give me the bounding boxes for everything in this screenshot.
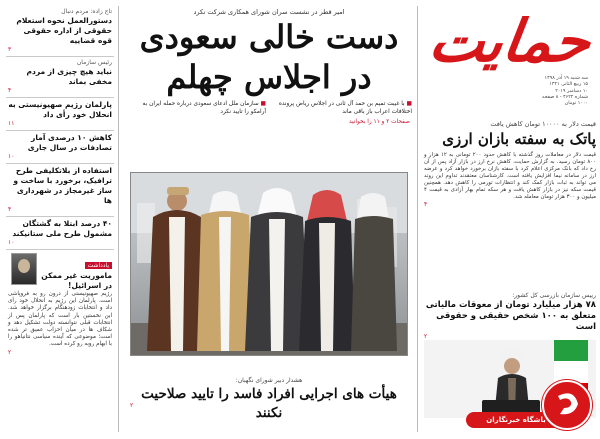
page-number: ۲ — [130, 402, 134, 409]
sub-headline-text: با غیبت تمیم بن حمد آل ثانی در اجلاس ریاض پرونده اختلافات اعراب باز باقی ماند — [278, 101, 412, 115]
issue-date: سه شنبه ۱۹ آذر ۱۳۹۸ — [544, 76, 588, 81]
bottom-headline: هیأت های اجرایی افراد فاسد را تایید صلاحیت نکنند — [141, 386, 397, 421]
author-photo — [11, 253, 37, 285]
main-story — [124, 6, 414, 434]
issue-date-hijri: ۱۵ ربیع الثانی ۱۴۴۱ — [549, 82, 588, 88]
sub-headline-text: سازمان ملل ادعای سعودی درباره حمله ایران به آرامکو را تایید نکرد — [142, 101, 266, 115]
main-headline-line: در اجلاس چهلم — [166, 58, 372, 96]
sub-headlines — [124, 101, 414, 116]
bottom-story[interactable] — [130, 376, 408, 423]
page-number: ۲ — [424, 333, 428, 340]
page-number: ۱۰ — [8, 239, 15, 246]
currency-story[interactable] — [424, 120, 596, 208]
story-kicker: قیمت دلار به ۱۰۰۰۰ تومان کاهش یافت — [490, 120, 596, 128]
page-number: ۱۱ — [8, 120, 15, 127]
watermark-emblem-icon — [542, 380, 592, 430]
page-number: ۳ — [8, 46, 12, 53]
summit-photo-illustration — [130, 173, 407, 356]
watermark-logo — [448, 378, 596, 436]
sub-headline-left: ■ سازمان ملل ادعای سعودی درباره حمله ایران به آرامکو را تایید نکرد — [142, 101, 266, 115]
news-headline: پارلمان رژیم صهیونیستی به انحلال خود رأی داد — [8, 100, 112, 119]
news-headline: استفاده از بلاتکلیفی طرح ترافیک، برخورد با ساخت و ساز غیرمجاز در شهرداری ها — [13, 166, 112, 205]
page-reference: صفحات ۲ و ۱۱ را بخوانید — [349, 119, 410, 125]
page-number: ۱۰ — [8, 153, 15, 160]
issue-date-gregorian: ۱۰ دسامبر ۲۰۱۹ — [555, 88, 588, 94]
news-headline: کاهش ۱۰ درصدی آمار تصادفات در سال جاری — [27, 133, 112, 152]
issue-meta — [508, 76, 588, 107]
section-tag: یادداشت — [85, 262, 112, 269]
main-headline[interactable] — [124, 17, 414, 97]
bottom-kicker: هشدار دبیر شورای نگهبان: — [235, 377, 303, 384]
watermark-text: باشگاه خبرنگاران — [466, 412, 566, 428]
summit-photo — [130, 172, 408, 356]
feature-body: رژیم صهیونیستی از درون رو به فروپاشی است. پارلمان این رژیم به انحلال خود رأی داد و انتخابات زودهنگام برگزار خواهد شد. این نخستین بار است که پارلمان پس از انتخابات قبلی نتوانسته دولت تشکیل دهد و شکاف ها در میان احزاب عمیق تر شده است؛ موضوعی که آینده سیاسی نتانیاهو را با ابهام روبه رو کرده است. — [8, 291, 112, 348]
left-feature-article[interactable] — [6, 250, 114, 359]
news-kicker: تاج زاده: مردم دنبال — [61, 8, 112, 15]
page-number: ۴ — [424, 201, 428, 208]
page-number: ۲ — [8, 348, 12, 356]
page-number: ۴ — [8, 87, 12, 94]
column-divider — [118, 6, 119, 432]
issue-number: شماره ۴۶۲۲ - ۸ صفحه — [542, 94, 588, 100]
watermark-emblem-shape — [544, 382, 590, 428]
left-news-item[interactable] — [6, 98, 114, 131]
left-news-item[interactable] — [6, 6, 114, 57]
left-news-item[interactable] — [6, 131, 114, 164]
left-news-item[interactable] — [6, 57, 114, 98]
left-news-item[interactable] — [6, 217, 114, 250]
news-headline: ۴۰ درصد ابتلا به گشتگان مشمول طرح ملی ستانیکند — [12, 219, 112, 238]
news-kicker: رئیس سازمان — [76, 59, 112, 66]
main-kicker: امیر قطر در نشست سران شورای همکاری شرکت نکرد — [193, 8, 345, 16]
story-body: قیمت دلار در معاملات روز گذشته با کاهش حدود ۲۰۰ تومانی به ۱۲ هزار و ۸۰۰ تومان رسید. به گزارش حمایت، کاهش نرخ ارز در بازار آزاد پس از آن رخ داد که بانک مرکزی اعلام کرد با سفته بازان برخورد خواهد کرد و عرضه ارز در سامانه نیما افزایش یافته است. کارشناسان معتقدند تداوم این روند می تواند به ثبات بازار کمک کند و انتظارات تورمی را کاهش دهد. همچنین قیمت سکه نیز در بازار کاهش یافت و هر سکه تمام بهار آزادی به قیمت ۴ میلیون و ۳۰۰ هزار تومان معامله شد. — [424, 152, 597, 200]
news-headline: نباید هیچ چیزی از مردم مخفی بماند — [26, 67, 112, 86]
left-news-item[interactable] — [6, 164, 114, 217]
feature-headline: ماموریت غیر ممکن در اسرائیل! — [41, 271, 112, 290]
masthead — [424, 6, 596, 107]
newspaper-logo[interactable]: حمایت — [425, 7, 595, 75]
column-divider — [417, 6, 418, 432]
sub-headline-right: ■ با غیبت تمیم بن حمد آل ثانی در اجلاس ریاض پرونده اختلافات اعراب باز باقی ماند — [278, 101, 412, 115]
main-headline-line: دست خالی سعودی — [139, 18, 399, 56]
left-column — [6, 6, 114, 434]
inspection-story[interactable] — [424, 292, 596, 340]
news-headline: دستورالعمل نحوه استعلام حقوقی از اداره حقوقی قوه قضاییه — [16, 16, 112, 45]
page-number: ۴ — [8, 206, 12, 213]
story-headline: ۷۸ هزار میلیارد تومان از معوقات مالیاتی متعلق به ۱۰۰ شخص حقیقی و حقوقی است — [425, 300, 596, 332]
story-kicker: رییس سازمان بازرسی کل کشور: — [512, 292, 596, 299]
issue-price: ۱۰۰۰ تومان — [564, 101, 588, 107]
story-headline: پاتک به سفته بازان ارزی — [442, 130, 596, 148]
